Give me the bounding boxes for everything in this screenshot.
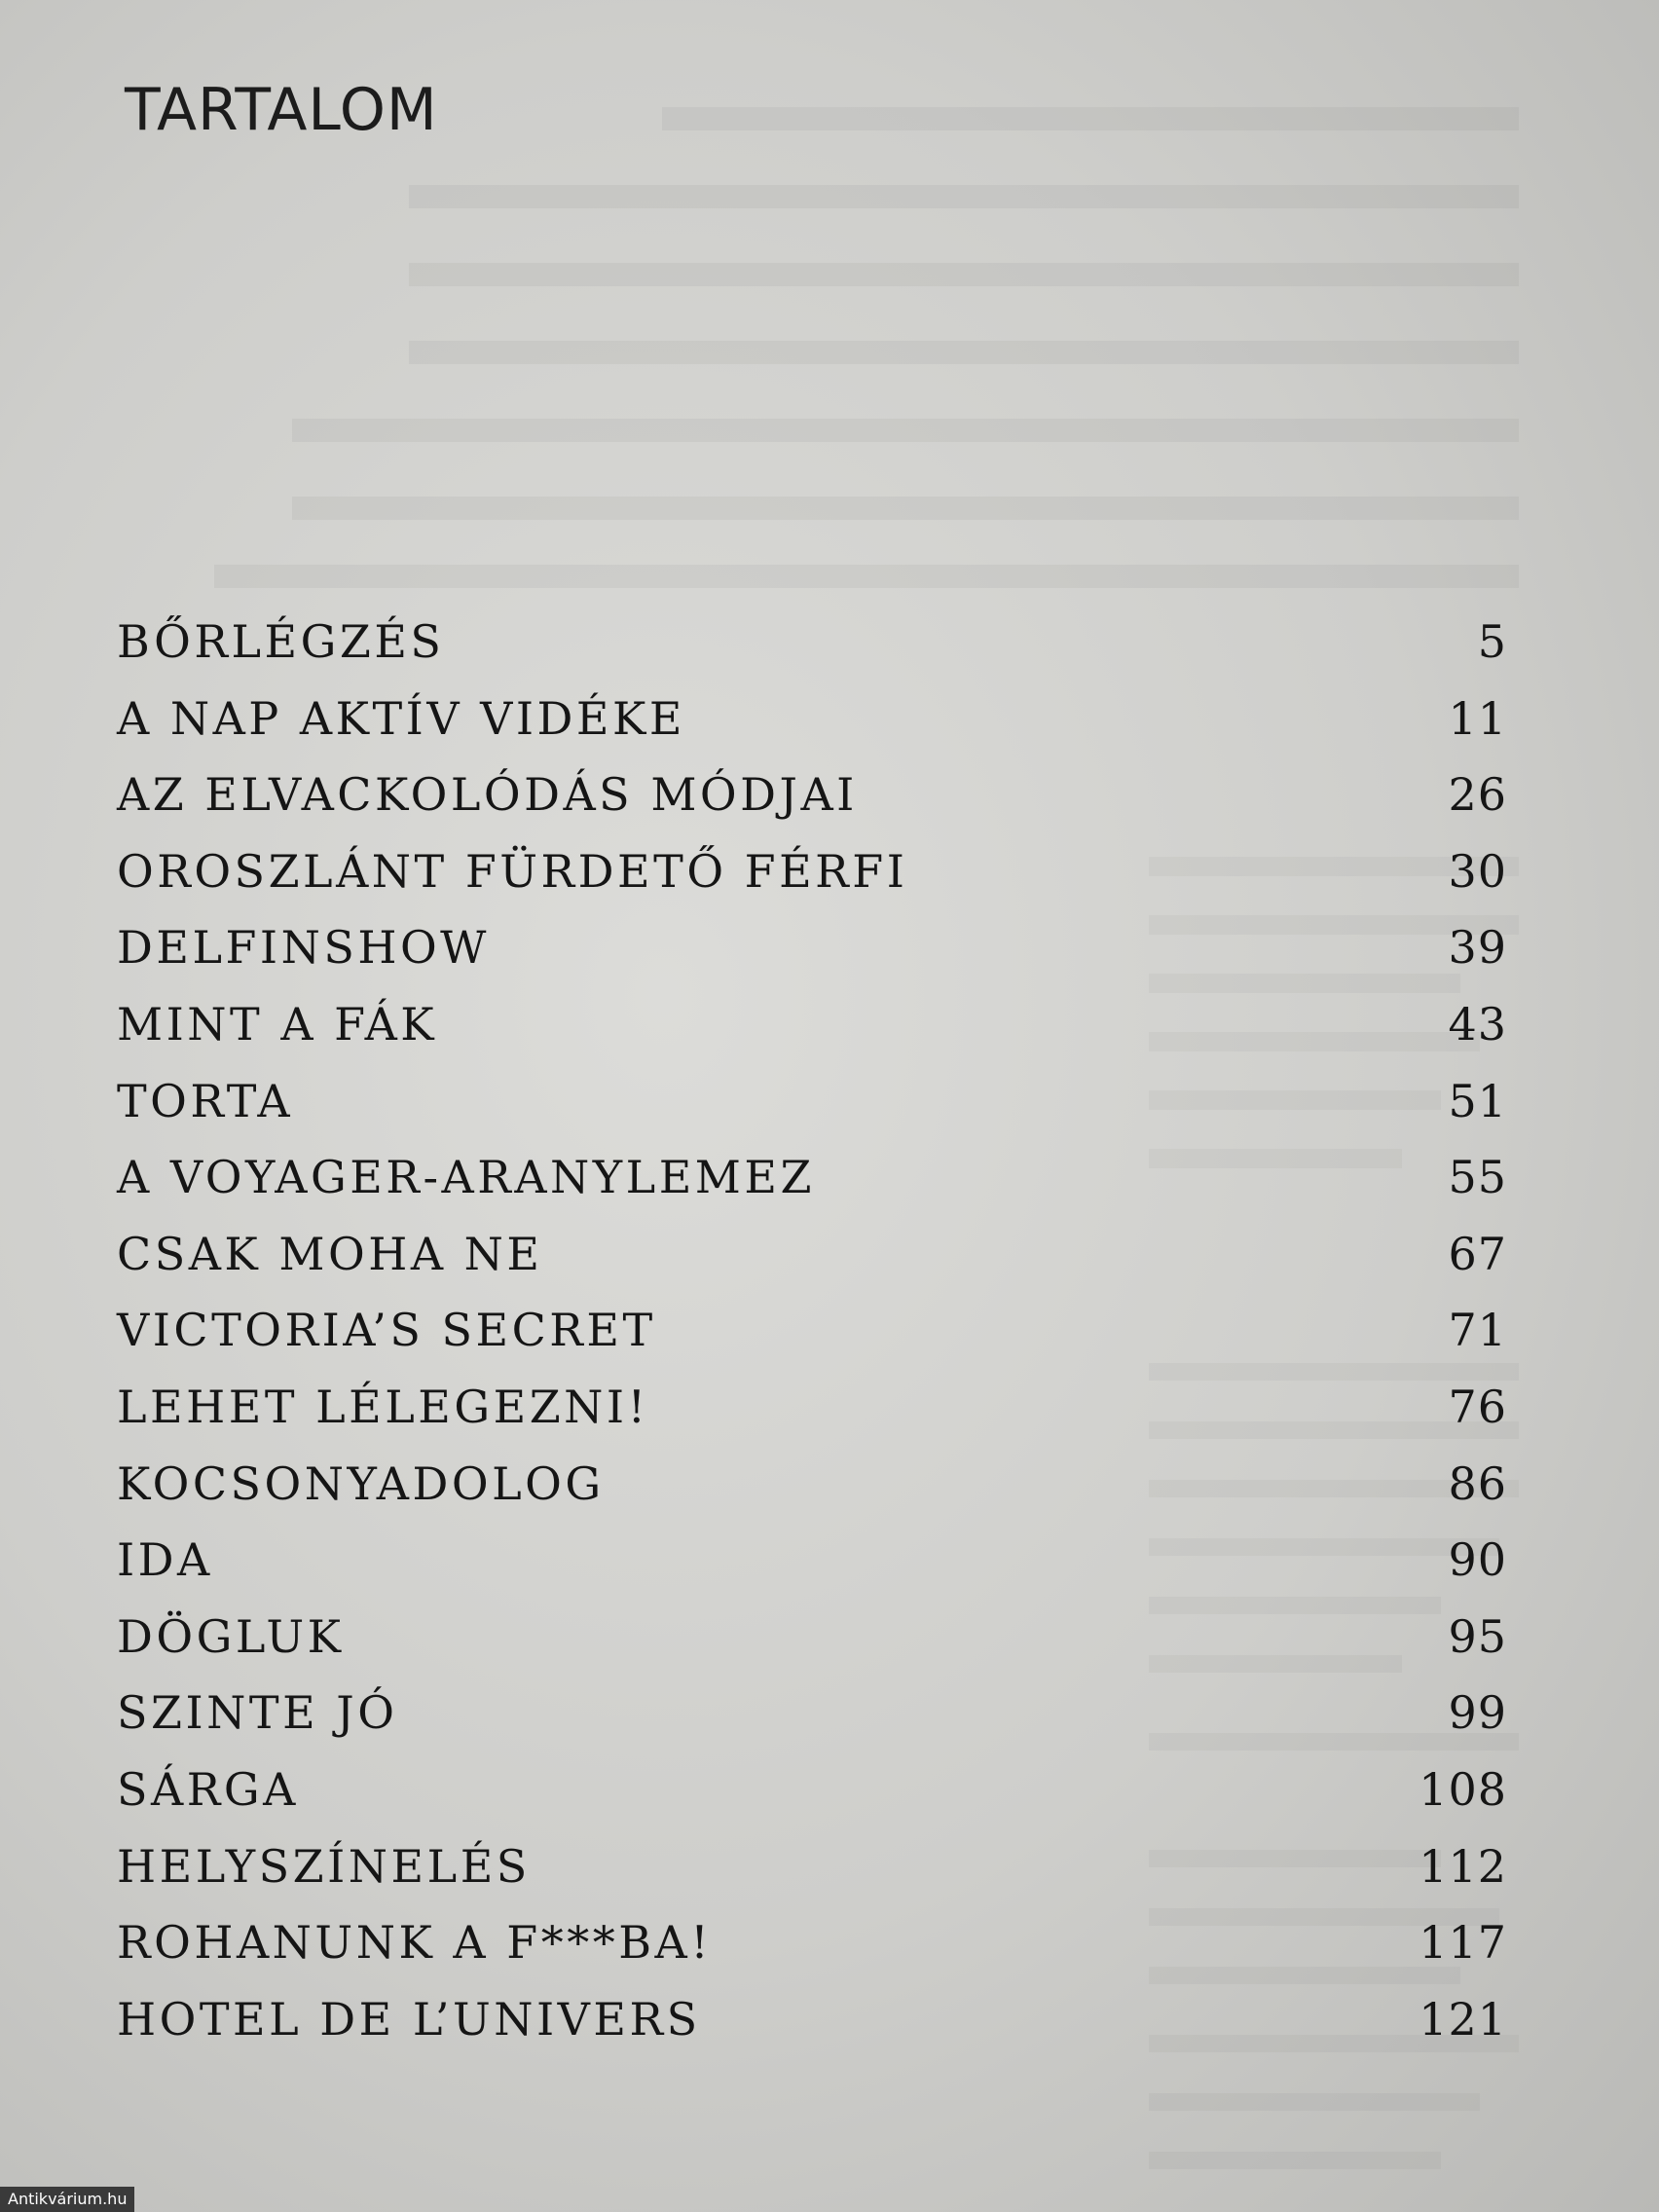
toc-entry-page-number: 95 (1448, 1609, 1507, 1663)
toc-entry-page-number: 76 (1448, 1380, 1507, 1433)
toc-entry-title: TORTA (117, 1074, 294, 1127)
toc-entry-page-number: 39 (1448, 921, 1507, 975)
watermark: Antikvárium.hu (0, 2187, 134, 2212)
toc-entry (117, 1446, 1507, 1523)
table-of-contents (117, 604, 1507, 2057)
toc-entry-title: CSAK MOHA NE (117, 1227, 543, 1280)
toc-entry-page-number: 121 (1419, 1992, 1507, 2046)
toc-entry (117, 681, 1507, 757)
toc-entry-title: BŐRLÉGZÉS (117, 615, 445, 668)
toc-entry-title: SZINTE JÓ (117, 1686, 398, 1740)
toc-entry-title: DÖGLUK (117, 1609, 345, 1663)
toc-entry-page-number: 71 (1448, 1304, 1507, 1357)
toc-entry-page-number: 90 (1448, 1533, 1507, 1587)
toc-entry-page-number: 112 (1419, 1839, 1507, 1893)
toc-entry (117, 756, 1507, 833)
toc-entry-title: ROHANUNK A F***BA! (117, 1916, 713, 1970)
toc-entry-title: HOTEL DE L’UNIVERS (117, 1992, 701, 2046)
toc-entry (117, 1292, 1507, 1369)
toc-entry-page-number: 30 (1448, 844, 1507, 898)
toc-entry-page-number: 5 (1477, 615, 1507, 668)
toc-entry-page-number: 99 (1448, 1686, 1507, 1740)
toc-entry (117, 1981, 1507, 2058)
toc-entry-page-number: 86 (1448, 1456, 1507, 1510)
toc-entry-title: HELYSZÍNELÉS (117, 1839, 531, 1893)
toc-entry-page-number: 26 (1448, 768, 1507, 822)
toc-entry (117, 1216, 1507, 1293)
toc-entry-title: LEHET LÉLEGEZNI! (117, 1380, 649, 1433)
toc-entry-title: SÁRGA (117, 1762, 299, 1816)
toc-entry (117, 833, 1507, 910)
toc-entry-title: A VOYAGER-ARANYLEMEZ (117, 1151, 815, 1204)
toc-entry (117, 909, 1507, 986)
toc-entry-title: AZ ELVACKOLÓDÁS MÓDJAI (117, 768, 858, 822)
toc-entry (117, 1522, 1507, 1599)
toc-entry (117, 1139, 1507, 1216)
toc-entry (117, 1599, 1507, 1676)
toc-entry-title: OROSZLÁNT FÜRDETŐ FÉRFI (117, 844, 908, 898)
toc-entry (117, 1675, 1507, 1751)
toc-entry-title: MINT A FÁK (117, 997, 438, 1051)
toc-entry-title: VICTORIA’S SECRET (117, 1304, 656, 1357)
toc-entry (117, 986, 1507, 1063)
toc-entry-page-number: 108 (1419, 1762, 1507, 1816)
toc-entry-title: IDA (117, 1533, 213, 1587)
page-title: TARTALOM (125, 76, 438, 144)
toc-entry-title: DELFINSHOW (117, 921, 490, 975)
toc-entry (117, 1369, 1507, 1446)
toc-entry-title: A NAP AKTÍV VIDÉKE (117, 691, 685, 745)
toc-entry (117, 1063, 1507, 1140)
toc-entry (117, 1828, 1507, 1905)
toc-entry-page-number: 43 (1448, 997, 1507, 1051)
toc-entry (117, 604, 1507, 681)
toc-entry-page-number: 11 (1448, 691, 1507, 745)
toc-entry-title: KOCSONYADOLOG (117, 1456, 605, 1510)
toc-entry (117, 1751, 1507, 1828)
toc-entry-page-number: 55 (1448, 1151, 1507, 1204)
toc-entry-page-number: 67 (1448, 1227, 1507, 1280)
toc-entry-page-number: 51 (1448, 1074, 1507, 1127)
toc-entry-page-number: 117 (1419, 1916, 1507, 1970)
toc-entry (117, 1904, 1507, 1981)
